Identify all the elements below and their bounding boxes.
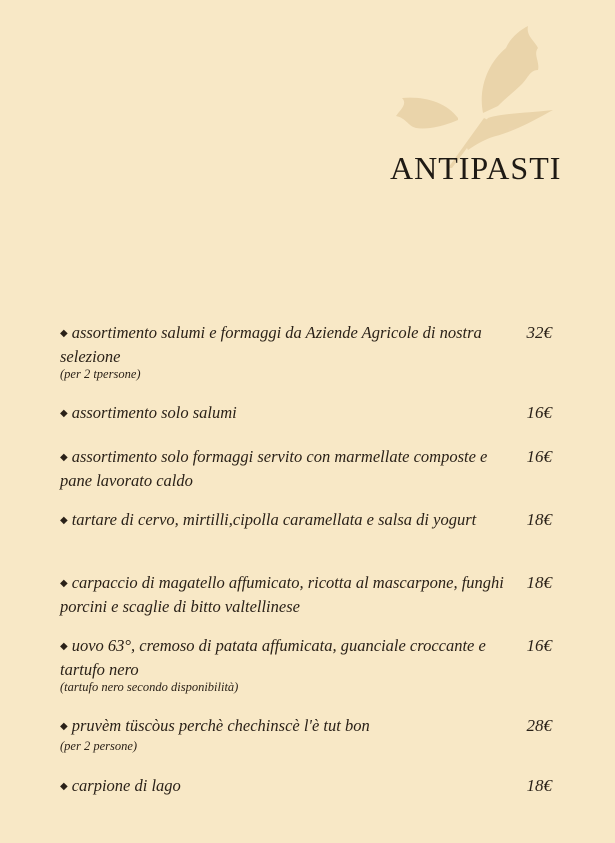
item-price: 32€	[526, 323, 552, 342]
item-description: carpione di lago	[71, 776, 181, 795]
item-price: 28€	[526, 716, 552, 735]
bullet-icon: ◆	[60, 641, 68, 652]
item-note: (per 2 persone)	[60, 739, 138, 753]
menu-item	[60, 322, 560, 402]
oak-leaf-icon	[388, 18, 558, 168]
item-description: assortimento solo formaggi servito con marmellate composte e pane lavorato caldo	[60, 447, 488, 490]
menu-item	[60, 509, 560, 572]
item-note: (tartufo nero secondo disponibilità)	[60, 680, 239, 694]
item-price: 16€	[526, 636, 552, 655]
page-title: ANTIPASTI	[390, 150, 562, 186]
item-price: 18€	[526, 573, 552, 592]
bullet-icon: ◆	[60, 515, 68, 526]
item-price: 16€	[526, 403, 552, 422]
bullet-icon: ◆	[60, 408, 68, 419]
menu-item	[60, 715, 560, 775]
item-note: (per 2 tpersone)	[60, 367, 141, 381]
bullet-icon: ◆	[60, 452, 68, 463]
item-description: uovo 63°, cremoso di patata affumicata, guanciale croccante e tartufo nero	[60, 636, 486, 679]
menu-item	[60, 402, 560, 446]
bullet-icon: ◆	[60, 781, 68, 792]
item-description: tartare di cervo, mirtilli,cipolla caramellata e salsa di yogurt	[71, 510, 477, 529]
item-description: carpaccio di magatello affumicato, ricotta al mascarpone, funghi porcini e scaglie di bitto valtellinese	[60, 573, 504, 616]
menu-item	[60, 635, 560, 715]
bullet-icon: ◆	[60, 328, 68, 339]
menu-item	[60, 775, 560, 805]
item-price: 18€	[526, 510, 552, 529]
item-description: assortimento salumi e formaggi da Aziende Agricole di nostra selezione	[60, 323, 482, 366]
bullet-icon: ◆	[60, 578, 68, 589]
item-price: 16€	[526, 447, 552, 466]
item-description: assortimento solo salumi	[71, 403, 237, 422]
item-price: 18€	[526, 776, 552, 795]
menu-list	[60, 322, 560, 805]
item-description: pruvèm tüscòus perchè chechinscè l'è tut bon	[71, 716, 370, 735]
menu-item	[60, 572, 560, 635]
menu-item	[60, 446, 560, 509]
bullet-icon: ◆	[60, 721, 68, 732]
